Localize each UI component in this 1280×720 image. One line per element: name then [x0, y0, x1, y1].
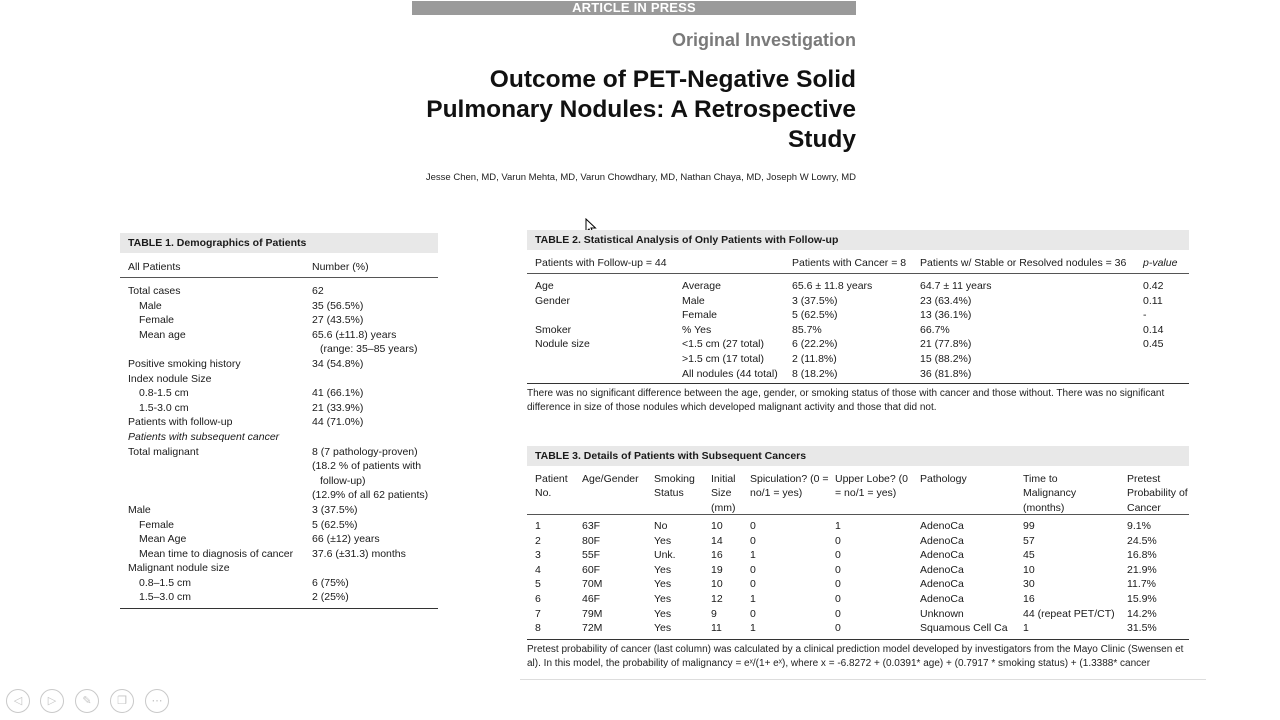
- table-row: [120, 430, 438, 445]
- table-cell: 46F: [582, 592, 601, 605]
- table-row: [527, 534, 1189, 549]
- table-row: [120, 590, 438, 605]
- row-value: 5 (62.5%): [312, 518, 358, 531]
- table-row: [120, 386, 438, 401]
- table-cell: 23 (63.4%): [920, 294, 972, 307]
- row-value: 62: [312, 285, 324, 297]
- table-cell: 5 (62.5%): [792, 309, 838, 322]
- table-cell: Yes: [654, 563, 672, 576]
- table-title: TABLE 3. Details of Patients with Subsequent Cancers: [527, 446, 1189, 466]
- table-cell: All nodules (44 total): [682, 367, 778, 380]
- table-cell: 16: [711, 549, 723, 562]
- table-cell: Male: [682, 294, 705, 307]
- table-row: [527, 352, 1189, 367]
- row-label: 0.8–1.5 cm: [139, 576, 191, 589]
- table-cell: 70M: [582, 578, 603, 591]
- table-cell: 80F: [582, 534, 601, 547]
- table-cell: 85.7%: [792, 323, 822, 336]
- table-cell: 15.9%: [1127, 592, 1157, 605]
- table-cell: 0: [835, 607, 841, 620]
- row-value: 35 (56.5%): [312, 299, 364, 312]
- row-value: 2 (25%): [312, 591, 349, 604]
- table-cell: AdenoCa: [920, 592, 964, 605]
- table-column-headers: [120, 257, 438, 277]
- row-label: Female: [139, 314, 175, 327]
- table-cell: 7: [535, 607, 541, 620]
- table-cell: 6 (22.2%): [792, 338, 838, 351]
- row-value: 37.6 (±31.3) months: [312, 547, 406, 560]
- row-label: Patients with follow-up: [128, 416, 233, 429]
- table-cell: 79M: [582, 607, 603, 620]
- table-cell: 1: [535, 520, 541, 532]
- table-statistical-analysis: [527, 230, 1189, 415]
- row-value: 66 (±12) years: [312, 533, 380, 546]
- table-cell: Average: [682, 280, 721, 292]
- column-header: Patient No.: [535, 473, 568, 500]
- table-row: [527, 607, 1189, 622]
- column-header: Patients with Cancer = 8: [792, 257, 907, 269]
- row-value: (range: 35–85 years): [320, 343, 418, 356]
- table-row: [120, 532, 438, 547]
- table-row: [120, 284, 438, 299]
- row-label: Mean age: [139, 328, 186, 341]
- row-value: (18.2 % of patients with: [312, 460, 422, 473]
- table-cell: -: [1143, 309, 1147, 322]
- table-cell: 2 (11.8%): [792, 352, 837, 365]
- column-header: Patients with Follow-up = 44: [535, 257, 667, 269]
- column-header: Patients w/ Stable or Resolved nodules = 36: [920, 257, 1127, 269]
- table-cell: 8: [535, 622, 541, 635]
- article-in-press-banner: ARTICLE IN PRESS: [412, 1, 856, 15]
- column-header: Initial Size (mm): [711, 473, 736, 514]
- table-cell: 3: [535, 549, 541, 562]
- table-row: [527, 548, 1189, 563]
- more-icon[interactable]: ⋯: [145, 689, 169, 713]
- table-cell: 45: [1023, 549, 1035, 562]
- row-value: 21 (33.9%): [312, 401, 364, 414]
- table-row: [527, 519, 1189, 534]
- table-cell: Smoker: [535, 323, 572, 336]
- table-cell: 0: [835, 534, 841, 547]
- table-cell: Age: [535, 280, 554, 292]
- table-row: [120, 518, 438, 533]
- table-demographics: [120, 233, 438, 609]
- table-cell: 0: [835, 622, 841, 635]
- column-header: Number (%): [312, 261, 369, 273]
- table-cell: Yes: [654, 534, 672, 547]
- table-cell: 10: [1023, 563, 1035, 576]
- table-cell: 14: [711, 534, 723, 547]
- column-header: Upper Lobe? (0 = no/1 = yes): [835, 473, 908, 500]
- table-cell: <1.5 cm (27 total): [682, 338, 764, 351]
- row-value: 41 (66.1%): [312, 387, 364, 400]
- column-header: Pretest Probability of Cancer: [1127, 473, 1188, 514]
- table-cell: 63F: [582, 520, 601, 532]
- table-cell: 19: [711, 563, 723, 576]
- column-header: Age/Gender: [582, 473, 639, 485]
- row-value: 27 (43.5%): [312, 314, 364, 327]
- row-label: 1.5–3.0 cm: [139, 591, 191, 604]
- row-label: Mean time to diagnosis of cancer: [139, 547, 294, 560]
- table-cell: 1: [1023, 622, 1029, 635]
- table-cell: AdenoCa: [920, 534, 964, 547]
- table-cell: 6: [535, 592, 541, 605]
- table-row: [120, 576, 438, 591]
- table-body: [120, 278, 438, 605]
- table-row: [120, 459, 438, 474]
- row-label: Patients with subsequent cancer: [128, 430, 280, 443]
- row-value: (12.9% of all 62 patients): [312, 489, 429, 502]
- table-cell: 24.5%: [1127, 534, 1157, 547]
- table-cell: 0.45: [1143, 338, 1164, 351]
- table-row: [120, 401, 438, 416]
- table-cell: 21.9%: [1127, 563, 1157, 576]
- table-cell: 0: [835, 592, 841, 605]
- table-cell: 14.2%: [1127, 607, 1157, 620]
- table-cell: 72M: [582, 622, 603, 635]
- table-cell: 0.11: [1143, 294, 1163, 307]
- row-value: 44 (71.0%): [312, 416, 364, 429]
- row-value: follow-up): [320, 474, 366, 487]
- table-cell: 0: [835, 563, 841, 576]
- row-label: Male: [139, 299, 162, 312]
- pen-icon[interactable]: ✎: [75, 689, 99, 713]
- table-cell: Unk.: [654, 549, 676, 562]
- table-cell: 0: [835, 549, 841, 562]
- table-cell: 16.8%: [1127, 549, 1157, 562]
- table-cell: 4: [535, 563, 541, 576]
- table-cell: Squamous Cell Ca: [920, 622, 1008, 635]
- table-body: [527, 274, 1189, 383]
- table-cell: Yes: [654, 578, 672, 591]
- column-header: p-value: [1143, 257, 1178, 269]
- row-value: 8 (7 pathology-proven): [312, 445, 418, 458]
- table-cell: 55F: [582, 549, 601, 562]
- row-label: Male: [128, 503, 151, 516]
- table-cell: 12: [711, 592, 723, 605]
- table-cell: AdenoCa: [920, 520, 964, 532]
- table-cell: 5: [535, 578, 541, 591]
- table-cell: 0: [750, 534, 756, 547]
- table-row: [120, 372, 438, 387]
- table-cell: 0: [750, 563, 756, 576]
- table-row: [120, 547, 438, 562]
- table-cell: 11.7%: [1127, 578, 1156, 591]
- table-row: [527, 294, 1189, 309]
- section-label: Original Investigation: [671, 30, 856, 50]
- table-cell: % Yes: [682, 323, 712, 336]
- table-cell: 2: [535, 534, 541, 547]
- column-header: All Patients: [128, 261, 181, 273]
- table-cell: 21 (77.8%): [920, 338, 972, 351]
- row-value: 6 (75%): [312, 576, 349, 589]
- table-row: [120, 561, 438, 576]
- table-column-headers: [527, 470, 1189, 514]
- table-cell: No: [654, 520, 668, 532]
- table-cell: 36 (81.8%): [920, 367, 972, 380]
- table-cell: 1: [750, 622, 756, 635]
- column-header: Time to Malignancy (months): [1023, 473, 1077, 514]
- table-cell: 1: [835, 520, 841, 532]
- row-value: 34 (54.8%): [312, 357, 364, 370]
- table-cell: Gender: [535, 294, 571, 307]
- table-row: [527, 621, 1189, 636]
- table-row: [527, 592, 1189, 607]
- table-title: TABLE 2. Statistical Analysis of Only Patients with Follow-up: [527, 230, 1189, 250]
- table-cell: Yes: [654, 622, 672, 635]
- table-row: [120, 313, 438, 328]
- copy-icon[interactable]: ❐: [110, 689, 134, 713]
- table-subsequent-cancers: [527, 446, 1189, 672]
- table-row: [527, 367, 1189, 382]
- table-row: [527, 308, 1189, 323]
- table-cell: 65.6 ± 11.8 years: [792, 280, 873, 292]
- row-label: Malignant nodule size: [128, 562, 230, 575]
- table-cell: 1: [750, 549, 756, 562]
- column-header: Pathology: [920, 473, 967, 485]
- table-cell: 0: [750, 520, 756, 532]
- table-cell: 0: [835, 578, 841, 591]
- table-cell: 8 (18.2%): [792, 367, 838, 380]
- row-label: Mean Age: [139, 533, 187, 546]
- table-cell: Unknown: [920, 607, 964, 620]
- table-cell: 16: [1023, 592, 1035, 605]
- table-cell: 11: [711, 622, 722, 635]
- table-cell: 0.14: [1143, 323, 1164, 336]
- table-row: [120, 503, 438, 518]
- table-cell: 9: [711, 607, 717, 620]
- author-list: Jesse Chen, MD, Varun Mehta, MD, Varun Chowdhary, MD, Nathan Chaya, MD, Joseph W Lowry, MD: [425, 172, 856, 183]
- table-footnote: Pretest probability of cancer (last column) was calculated by a clinical prediction model developed by investigators from the Mayo Clinic (Swensen et al). In this model, the probability of malignancy = eˣ/(1+ eˣ), where x = -6.8272 + (0.0391* age) + (0.7917 * smoking status) + (1.3388* cancer: [527, 643, 1184, 669]
- table-row: [527, 323, 1189, 338]
- back-arrow-icon[interactable]: ◁: [6, 689, 30, 713]
- table-row: [527, 563, 1189, 578]
- table-cell: 0.42: [1143, 280, 1164, 292]
- table-cell: 30: [1023, 578, 1035, 591]
- table-cell: 0: [750, 578, 756, 591]
- table-cell: AdenoCa: [920, 549, 964, 562]
- table-cell: Female: [682, 309, 718, 322]
- table-cell: 99: [1023, 520, 1035, 532]
- table-row: [120, 357, 438, 372]
- table-footnote: There was no significant difference between the age, gender, or smoking status of those with cancer and those without. There was no significant difference in size of those nodules which developed malignant activity and those that did not.: [527, 388, 1165, 414]
- table-cell: >1.5 cm (17 total): [682, 352, 764, 365]
- row-label: Total cases: [128, 285, 181, 297]
- table-body: [527, 515, 1189, 639]
- table-cell: AdenoCa: [920, 578, 964, 591]
- table-cell: 0: [750, 607, 756, 620]
- table-title: TABLE 1. Demographics of Patients: [120, 233, 438, 253]
- table-cell: Yes: [654, 607, 672, 620]
- row-label: Female: [139, 518, 175, 531]
- table-row: [527, 337, 1189, 352]
- table-row: [120, 299, 438, 314]
- row-label: 0.8-1.5 cm: [139, 387, 189, 400]
- table-cell: 1: [750, 592, 756, 605]
- table-cell: Yes: [654, 592, 672, 605]
- column-header: Spiculation? (0 = no/1 = yes): [750, 473, 829, 500]
- table-cell: 44 (repeat PET/CT): [1023, 607, 1115, 620]
- table-cell: Nodule size: [535, 338, 590, 351]
- column-header: Smoking Status: [654, 473, 695, 500]
- row-value: 3 (37.5%): [312, 503, 358, 516]
- table-cell: 15 (88.2%): [920, 352, 972, 365]
- table-cell: 60F: [582, 563, 601, 576]
- play-icon[interactable]: ▷: [40, 689, 64, 713]
- table-row: [120, 342, 438, 357]
- row-label: Positive smoking history: [128, 357, 241, 370]
- table-row: [527, 577, 1189, 592]
- table-row: [120, 474, 438, 489]
- table-cell: 13 (36.1%): [920, 309, 972, 322]
- table-cell: 10: [711, 578, 723, 591]
- table-cell: 64.7 ± 11 years: [920, 280, 992, 292]
- row-label: 1.5-3.0 cm: [139, 401, 189, 414]
- table-cell: AdenoCa: [920, 563, 964, 576]
- table-cell: 66.7%: [920, 323, 950, 336]
- table-row: [120, 415, 438, 430]
- table-cell: 10: [711, 520, 723, 532]
- article-title: Outcome of PET-Negative Solid Pulmonary Nodules: A Retrospective Study: [426, 66, 856, 153]
- table-cell: 57: [1023, 534, 1035, 547]
- row-value: 65.6 (±11.8) years: [312, 328, 397, 341]
- row-label: Index nodule Size: [128, 372, 212, 385]
- table-column-headers: [527, 253, 1189, 273]
- table-row: [527, 279, 1189, 294]
- table-cell: 31.5%: [1127, 622, 1157, 635]
- row-label: Total malignant: [128, 445, 199, 458]
- table-row: [120, 445, 438, 460]
- table-row: [120, 488, 438, 503]
- table-cell: 9.1%: [1127, 520, 1151, 532]
- table-cell: 3 (37.5%): [792, 294, 838, 307]
- table-row: [120, 328, 438, 343]
